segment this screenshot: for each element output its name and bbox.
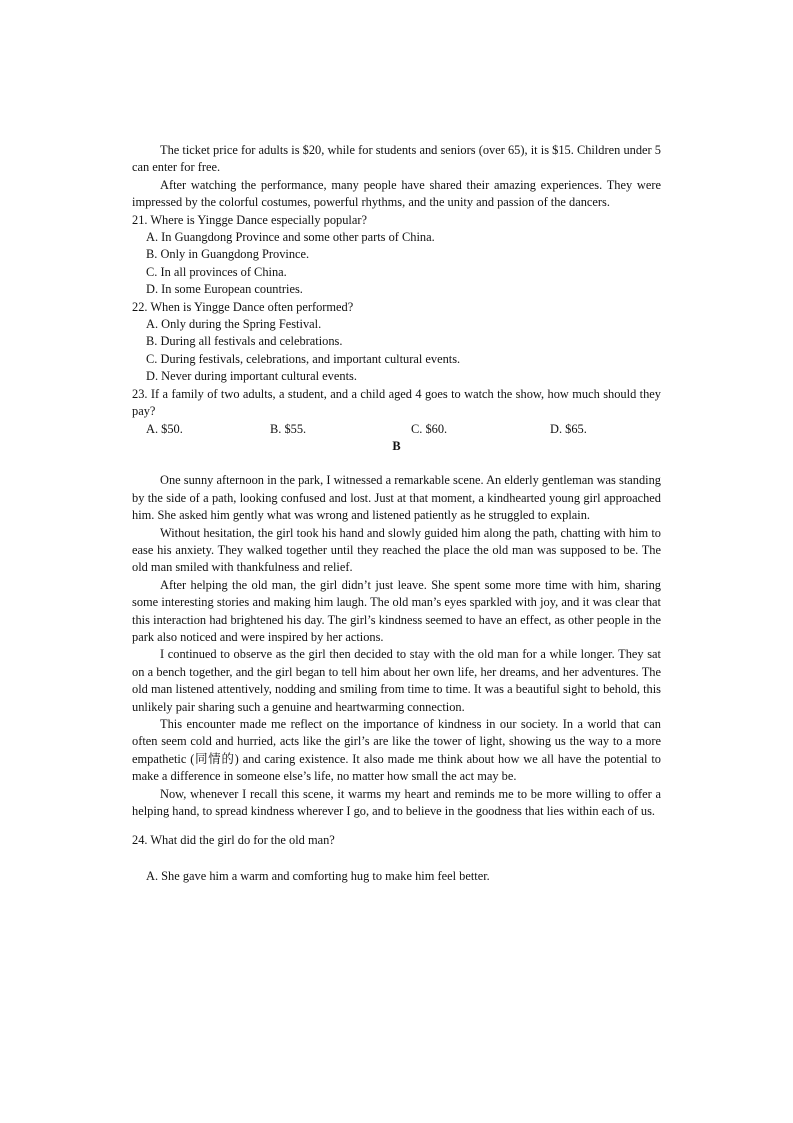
options-row: [132, 421, 661, 438]
option-a: A. Only during the Spring Festival.: [146, 317, 322, 332]
question-stem: 21. Where is Yingge Dance especially popular?: [132, 212, 367, 227]
option-c: C. During festivals, celebrations, and important cultural events.: [146, 351, 461, 366]
option-a: A. In Guangdong Province and some other parts of China.: [146, 230, 435, 245]
passage-paragraph: After helping the old man, the girl didn’t just leave. She spent some more time with him, sharing some interesting stories and making him laugh. The old man’s eyes sparkled with joy, and it was clear that this interaction had brightened his day. The girl’s kindness seemed to have an effect, as other people in the park also noticed and were inspired by her actions.: [132, 577, 661, 644]
option-c: C. $60.: [411, 421, 448, 436]
passage-paragraph: This encounter made me reflect on the importance of kindness in our society. In a world that can often seem cold and hurried, acts like the girl’s are like the tower of light, showing us the way to a more empathetic (同情的) and caring existence. It also made me think about how we all have the potential to make a difference in someone else’s life, no matter how small the act may be.: [132, 717, 661, 784]
section-title: B: [392, 438, 401, 453]
document-page: [132, 142, 661, 885]
question-stem: 22. When is Yingge Dance often performed?: [132, 299, 354, 314]
question-stem: 24. What did the girl do for the old man?: [132, 833, 335, 848]
passage-paragraph: The ticket price for adults is $20, while for students and seniors (over 65), it is $15. Children under 5 can enter for free.: [132, 143, 661, 175]
option-d: D. $65.: [550, 421, 587, 436]
passage-paragraph: One sunny afternoon in the park, I witnessed a remarkable scene. An elderly gentleman was standing by the side of a path, looking confused and lost. Just at that moment, a kindhearted young girl approached him. She asked him gently what was wrong and listened patiently as he struggled to explain.: [132, 473, 661, 523]
passage-paragraph: Without hesitation, the girl took his hand and slowly guided him along the path, chatting with him to ease his anxiety. They walked together until they reached the place the old man was supposed to be. The old man smiled with thankfulness and relief.: [132, 525, 661, 575]
option-a: A. $50.: [146, 421, 183, 436]
option-c: C. In all provinces of China.: [146, 264, 287, 279]
option-b: B. $55.: [270, 421, 307, 436]
passage-paragraph: I continued to observe as the girl then decided to stay with the old man for a while longer. They sat on a bench together, and the girl began to tell him about her own life, her dreams, and her adventures. The old man listened attentively, nodding and smiling from time to time. It was a beautiful sight to behold, this unlikely pair sharing such a genuine and heartwarming connection.: [132, 647, 661, 714]
option-d: D. Never during important cultural events.: [146, 369, 357, 384]
option-b: B. During all festivals and celebrations.: [146, 334, 343, 349]
question-stem: 23. If a family of two adults, a student, and a child aged 4 goes to watch the show, how much should they pay?: [132, 386, 661, 419]
option-d: D. In some European countries.: [146, 282, 303, 297]
option-b: B. Only in Guangdong Province.: [146, 247, 310, 262]
passage-paragraph: Now, whenever I recall this scene, it warms my heart and reminds me to be more willing to offer a helping hand, to spread kindness wherever I go, and to believe in the goodness that lies within each of us.: [132, 786, 661, 819]
question-21: [132, 212, 661, 299]
passage-paragraph: After watching the performance, many people have shared their amazing experiences. They were impressed by the colorful costumes, powerful rhythms, and the unity and passion of the dancers.: [132, 177, 661, 210]
option-a: A. She gave him a warm and comforting hug to make him feel better.: [146, 868, 490, 883]
question-23: [132, 386, 661, 438]
question-22: [132, 299, 661, 386]
